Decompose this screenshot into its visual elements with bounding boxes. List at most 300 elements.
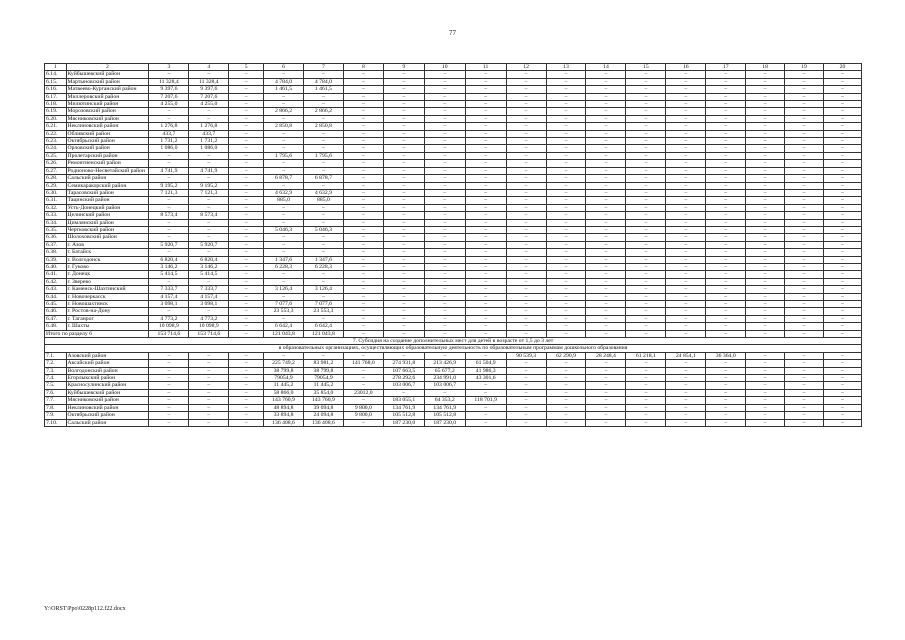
table-row <box>45 249 862 256</box>
table-cell: – <box>383 323 424 330</box>
table-cell: – <box>626 419 666 426</box>
table-cell: 274 931,8 <box>383 360 424 367</box>
table-cell: – <box>666 123 706 130</box>
table-cell: – <box>785 175 824 182</box>
table-cell: – <box>189 278 229 285</box>
table-cell: – <box>343 323 383 330</box>
table-cell: – <box>424 108 465 115</box>
table-cell: – <box>546 397 586 404</box>
table-cell: – <box>465 404 506 411</box>
table-cell: – <box>189 108 229 115</box>
table-cell: – <box>465 249 506 256</box>
table-cell: – <box>706 175 746 182</box>
table-cell: – <box>586 360 626 367</box>
table-cell: – <box>465 382 506 389</box>
table-cell: – <box>626 189 666 196</box>
table-cell: Семикаракорский район <box>66 182 149 189</box>
table-cell: – <box>746 130 785 137</box>
table-cell: – <box>785 167 824 174</box>
table-cell: – <box>189 234 229 241</box>
table-cell: – <box>626 167 666 174</box>
table-cell: 1 795,6 <box>303 152 343 159</box>
table-cell: – <box>746 315 785 322</box>
table-cell: – <box>546 367 586 374</box>
table-cell: – <box>229 308 264 315</box>
table-cell: – <box>746 234 785 241</box>
table-cell: – <box>626 226 666 233</box>
table-cell: – <box>149 308 189 315</box>
table-cell: – <box>383 138 424 145</box>
table-cell: 107 663,5 <box>383 367 424 374</box>
table-cell: – <box>303 130 343 137</box>
table-cell: – <box>424 130 465 137</box>
table-cell: 4 <box>189 64 229 71</box>
table-cell: – <box>706 145 746 152</box>
table-cell: – <box>465 352 506 359</box>
table-cell: – <box>586 263 626 270</box>
table-cell: – <box>424 256 465 263</box>
table-cell: – <box>424 389 465 396</box>
table-cell: – <box>706 256 746 263</box>
table-cell: – <box>586 367 626 374</box>
table-cell: 10 098,9 <box>189 323 229 330</box>
table-cell: – <box>506 108 546 115</box>
table-cell: – <box>586 389 626 396</box>
table-cell: Усть-Донецкий район <box>66 204 149 211</box>
table-cell: – <box>506 301 546 308</box>
table-cell: – <box>303 234 343 241</box>
table-cell: 6.23. <box>45 138 67 145</box>
table-cell: – <box>465 93 506 100</box>
table-cell: – <box>546 130 586 137</box>
table-cell: – <box>586 138 626 145</box>
table-cell: 6.14. <box>45 71 67 78</box>
table-cell: – <box>823 301 861 308</box>
table-cell: 8 573,4 <box>149 212 189 219</box>
table-cell: г. Гуково <box>66 263 149 270</box>
table-cell: 6.20. <box>45 115 67 122</box>
table-cell: – <box>666 152 706 159</box>
table-cell: – <box>626 197 666 204</box>
table-cell: – <box>465 278 506 285</box>
table-cell: – <box>706 360 746 367</box>
table-cell: – <box>465 167 506 174</box>
table-cell: – <box>706 271 746 278</box>
table-cell: – <box>706 323 746 330</box>
table-cell: – <box>706 278 746 285</box>
table-cell: – <box>229 145 264 152</box>
table-cell: – <box>706 226 746 233</box>
table-cell: – <box>465 152 506 159</box>
table-cell: – <box>229 160 264 167</box>
table-cell: – <box>785 160 824 167</box>
table-cell: – <box>626 404 666 411</box>
table-cell: – <box>343 271 383 278</box>
table-cell: – <box>746 397 785 404</box>
table-cell: – <box>149 397 189 404</box>
table-cell: – <box>149 404 189 411</box>
table-cell: 234 991,0 <box>424 375 465 382</box>
table-cell: – <box>706 108 746 115</box>
table-cell: – <box>149 160 189 167</box>
table-cell: 61 218,1 <box>626 352 666 359</box>
table-cell: – <box>465 160 506 167</box>
table-cell: – <box>264 204 304 211</box>
table-row <box>45 256 862 263</box>
table-cell: г. Шахты <box>66 323 149 330</box>
table-cell: – <box>343 204 383 211</box>
table-cell: 16 <box>666 64 706 71</box>
table-row <box>45 71 862 78</box>
table-cell: – <box>465 145 506 152</box>
table-row <box>45 263 862 270</box>
table-cell: – <box>586 175 626 182</box>
table-cell: Орловский район <box>66 145 149 152</box>
table-cell: 7 077,6 <box>264 301 304 308</box>
table-cell: – <box>229 293 264 300</box>
table-cell: – <box>586 271 626 278</box>
table-cell: – <box>303 352 343 359</box>
table-cell: – <box>746 360 785 367</box>
table-cell: 6 820,4 <box>189 256 229 263</box>
table-cell: – <box>343 367 383 374</box>
table-cell: 12 <box>506 64 546 71</box>
table-cell: – <box>626 138 666 145</box>
table-cell: 6.30. <box>45 189 67 196</box>
table-cell: – <box>823 219 861 226</box>
table-cell: г. Азов <box>66 241 149 248</box>
table-cell: 1 347,6 <box>264 256 304 263</box>
table-cell: 7.3. <box>45 367 67 374</box>
table-cell: – <box>229 197 264 204</box>
table-cell: Сальский район <box>66 419 149 426</box>
table-cell: – <box>746 241 785 248</box>
table-cell: – <box>823 256 861 263</box>
table-row <box>45 360 862 367</box>
table-cell: – <box>823 101 861 108</box>
table-cell: – <box>383 308 424 315</box>
table-cell: 6 642,4 <box>264 323 304 330</box>
table-cell: – <box>546 249 586 256</box>
table-cell: – <box>706 101 746 108</box>
table-cell: – <box>586 308 626 315</box>
table-cell: – <box>343 189 383 196</box>
table-cell: Октябрьский район <box>66 138 149 145</box>
table-cell: – <box>706 212 746 219</box>
section7-title-row <box>45 338 862 345</box>
table-cell: – <box>706 189 746 196</box>
table-cell: – <box>546 145 586 152</box>
table-cell: – <box>626 71 666 78</box>
table-cell: 1 795,6 <box>264 152 304 159</box>
table-cell: 5 920,7 <box>189 241 229 248</box>
table-cell: – <box>546 160 586 167</box>
table-cell: – <box>506 419 546 426</box>
table-cell: – <box>746 367 785 374</box>
table-cell: 6 642,4 <box>303 323 343 330</box>
table-cell: – <box>546 315 586 322</box>
table-cell: – <box>586 145 626 152</box>
table-cell: – <box>666 382 706 389</box>
table-cell: – <box>746 138 785 145</box>
table-row <box>45 293 862 300</box>
table-cell: г. Батайск <box>66 249 149 256</box>
table-cell: – <box>506 71 546 78</box>
table-cell: – <box>465 212 506 219</box>
table-cell: – <box>343 130 383 137</box>
table-cell: – <box>506 167 546 174</box>
table-cell: – <box>626 204 666 211</box>
table-cell: 5 046,3 <box>264 226 304 233</box>
table-cell: – <box>303 71 343 78</box>
table-cell: – <box>586 219 626 226</box>
table-cell: – <box>823 234 861 241</box>
table-cell: 6.39. <box>45 256 67 263</box>
table-cell: 6.19. <box>45 108 67 115</box>
table-row <box>45 308 862 315</box>
table-cell: – <box>506 249 546 256</box>
table-cell: Егорлыкский район <box>66 375 149 382</box>
table-cell: 10 098,9 <box>149 323 189 330</box>
table-cell: – <box>546 286 586 293</box>
table-cell: 43 301,6 <box>465 375 506 382</box>
table-cell: – <box>383 175 424 182</box>
table-cell: – <box>546 412 586 419</box>
table-cell: 7 121,3 <box>149 189 189 196</box>
table-cell: 17 <box>706 64 746 71</box>
table-cell: – <box>666 389 706 396</box>
table-cell: – <box>706 301 746 308</box>
table-cell: – <box>785 375 824 382</box>
table-cell: – <box>626 382 666 389</box>
table-cell: – <box>546 323 586 330</box>
table-cell: – <box>666 160 706 167</box>
table-cell: – <box>666 412 706 419</box>
table-cell: 23 553,3 <box>264 308 304 315</box>
table-cell: – <box>229 93 264 100</box>
table-cell: – <box>586 130 626 137</box>
table-cell: – <box>746 308 785 315</box>
table-cell: – <box>343 138 383 145</box>
table-cell: – <box>785 315 824 322</box>
table-cell: – <box>626 249 666 256</box>
table-cell: – <box>785 352 824 359</box>
table-cell: – <box>383 256 424 263</box>
table-cell: 3 <box>149 64 189 71</box>
table-cell: – <box>383 167 424 174</box>
table-cell: 6.16. <box>45 86 67 93</box>
table-cell: – <box>465 204 506 211</box>
table-cell: – <box>626 263 666 270</box>
table-cell: – <box>424 234 465 241</box>
table-cell: – <box>746 412 785 419</box>
table-cell: 4 784,0 <box>303 78 343 85</box>
table-cell: – <box>666 278 706 285</box>
table-cell: – <box>666 78 706 85</box>
table-cell: – <box>626 212 666 219</box>
table-row <box>45 375 862 382</box>
table-row <box>45 382 862 389</box>
table-cell: – <box>506 189 546 196</box>
table-cell: 5 046,3 <box>303 226 343 233</box>
table-cell: 6.15. <box>45 78 67 85</box>
table-cell: 6.29. <box>45 182 67 189</box>
table-cell: – <box>465 412 506 419</box>
table-cell: – <box>785 404 824 411</box>
table-cell: – <box>189 352 229 359</box>
table-cell: – <box>785 130 824 137</box>
table-cell: 105 512,8 <box>383 412 424 419</box>
table-cell: – <box>626 330 666 337</box>
table-cell: – <box>823 204 861 211</box>
table-cell: 1 276,8 <box>189 123 229 130</box>
table-cell: – <box>229 360 264 367</box>
table-cell: 118 701,9 <box>465 397 506 404</box>
table-cell: – <box>264 234 304 241</box>
table-cell: – <box>785 293 824 300</box>
table-cell: – <box>546 101 586 108</box>
table-cell: Сальский район <box>66 175 149 182</box>
table-cell: – <box>343 219 383 226</box>
table-cell: – <box>189 375 229 382</box>
table-cell: – <box>506 412 546 419</box>
table-cell: – <box>343 256 383 263</box>
table-cell: – <box>303 138 343 145</box>
table-cell: – <box>666 167 706 174</box>
table-cell: – <box>506 212 546 219</box>
table-cell: – <box>506 197 546 204</box>
table-cell: – <box>586 182 626 189</box>
table-cell: – <box>189 249 229 256</box>
table-cell: – <box>189 389 229 396</box>
table-cell: – <box>229 389 264 396</box>
table-cell: – <box>506 204 546 211</box>
table-cell: – <box>823 152 861 159</box>
table-cell: – <box>229 271 264 278</box>
table-cell: – <box>823 367 861 374</box>
table-cell: 8 573,4 <box>189 212 229 219</box>
table-cell: – <box>626 160 666 167</box>
table-cell: – <box>149 375 189 382</box>
table-cell: – <box>626 301 666 308</box>
table-cell: – <box>149 175 189 182</box>
table-cell: – <box>229 152 264 159</box>
table-cell: – <box>666 145 706 152</box>
table-cell: 2 850,8 <box>264 123 304 130</box>
table-cell: – <box>785 263 824 270</box>
table-cell: – <box>785 219 824 226</box>
table-cell: Чертковский район <box>66 226 149 233</box>
table-cell: – <box>424 71 465 78</box>
table-cell: 11 328,4 <box>149 78 189 85</box>
table-row <box>45 160 862 167</box>
table-cell: – <box>706 330 746 337</box>
table-cell: – <box>586 256 626 263</box>
table-cell: 1 731,2 <box>189 138 229 145</box>
table-cell: – <box>343 330 383 337</box>
table-cell: – <box>626 93 666 100</box>
table-cell: – <box>586 160 626 167</box>
table-cell: – <box>586 382 626 389</box>
table-cell: – <box>746 301 785 308</box>
table-cell: – <box>506 308 546 315</box>
table-cell: – <box>785 115 824 122</box>
table-cell: – <box>666 226 706 233</box>
table-cell: – <box>343 71 383 78</box>
table-cell: – <box>264 93 304 100</box>
table-cell: – <box>666 86 706 93</box>
table-cell: 143 760,9 <box>264 397 304 404</box>
table-cell: 65 677,2 <box>424 367 465 374</box>
table-cell: – <box>303 271 343 278</box>
table-cell: – <box>506 367 546 374</box>
table-cell: – <box>666 212 706 219</box>
table-cell: – <box>586 375 626 382</box>
table-cell: – <box>383 189 424 196</box>
table-cell: – <box>229 167 264 174</box>
table-cell: – <box>746 115 785 122</box>
table-cell: – <box>586 212 626 219</box>
table-cell: – <box>465 323 506 330</box>
table-cell: – <box>264 167 304 174</box>
table-cell: – <box>785 234 824 241</box>
table-cell: – <box>424 101 465 108</box>
table-cell: – <box>424 352 465 359</box>
table-cell: 90 539,3 <box>506 352 546 359</box>
table-cell: 6.33. <box>45 212 67 219</box>
table-cell: 7.8. <box>45 404 67 411</box>
table-cell: – <box>264 71 304 78</box>
table-cell: – <box>229 219 264 226</box>
table-row <box>45 352 862 359</box>
table-cell: г. Новочеркасск <box>66 293 149 300</box>
table-cell: 7.4. <box>45 375 67 382</box>
table-cell: – <box>506 286 546 293</box>
table-cell: – <box>546 419 586 426</box>
table-cell: – <box>343 182 383 189</box>
table-cell: – <box>424 212 465 219</box>
table-cell: 7.6. <box>45 389 67 396</box>
table-cell: 10 <box>424 64 465 71</box>
table-cell: 153 714,6 <box>189 330 229 337</box>
table-cell: – <box>149 389 189 396</box>
table-cell: – <box>229 367 264 374</box>
table-row <box>45 212 862 219</box>
table-cell: – <box>343 308 383 315</box>
table-cell: – <box>706 130 746 137</box>
table-cell: – <box>383 219 424 226</box>
table-cell: 5 920,7 <box>149 241 189 248</box>
table-cell: 7 333,7 <box>149 286 189 293</box>
table-cell: – <box>383 286 424 293</box>
table-cell: г. Донецк <box>66 271 149 278</box>
table-cell: – <box>666 249 706 256</box>
table-cell: – <box>785 197 824 204</box>
table-cell: – <box>264 115 304 122</box>
table-cell: – <box>546 241 586 248</box>
table-cell: – <box>465 256 506 263</box>
table-cell: – <box>424 323 465 330</box>
table-cell: – <box>264 212 304 219</box>
table-cell: – <box>823 108 861 115</box>
table-cell: – <box>506 101 546 108</box>
table-cell: 5 414,5 <box>189 271 229 278</box>
table-cell: – <box>706 315 746 322</box>
table-cell: – <box>424 167 465 174</box>
table-cell: 4 255,0 <box>189 101 229 108</box>
table-cell: – <box>785 241 824 248</box>
table-cell: – <box>823 308 861 315</box>
